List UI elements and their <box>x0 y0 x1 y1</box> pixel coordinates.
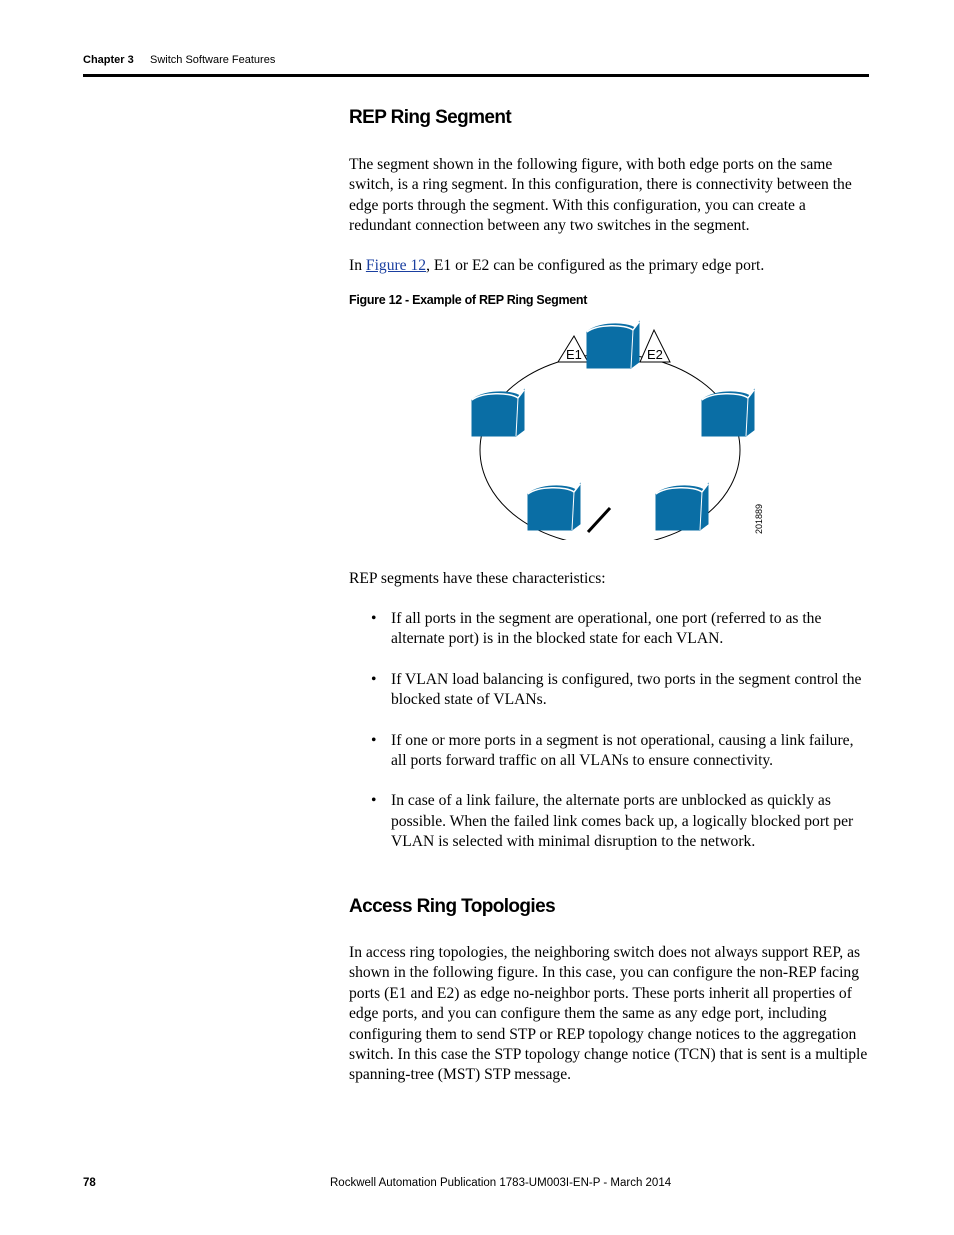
bullet-icon: • <box>371 610 377 627</box>
figure-caption: Figure 12 - Example of REP Ring Segment <box>349 293 588 307</box>
rep-ring-diagram <box>460 318 780 540</box>
list-item <box>370 670 870 711</box>
link-failure-marker <box>588 508 610 532</box>
e1-label: E1 <box>566 347 582 362</box>
characteristics-list <box>370 609 870 873</box>
bullet-icon: • <box>371 792 377 810</box>
figure-id-label: 201889 <box>754 503 764 534</box>
paragraph-prefix: In <box>349 257 366 274</box>
publication-footer: Rockwell Automation Publication 1783-UM003I-EN-P - March 2014 <box>330 1177 672 1189</box>
paragraph-ring-segment-intro: The segment shown in the following figure, with both edge ports on the same switch, is a ring segment. In this configuration, there is connectivity between the edge ports through the segment. With this configuration, you can create a redundant connection between any two switches in the segment. <box>349 156 852 235</box>
list-item <box>370 609 870 650</box>
bullet-icon: • <box>371 670 377 688</box>
bullet-text: If one or more ports in a segment is not operational, causing a link failure, all ports forward traffic on all VLANs to ensure connectivity. <box>391 731 854 770</box>
paragraph-access-ring: In access ring topologies, the neighboring switch does not always support REP, as shown in the following figure. In this case, you can configure the non-REP facing ports (E1 and E2) as edge no-neighbor ports. These ports inherit all properties of edge ports, and you can configure them the same as any edge port, including configuring them to send STP or REP topology change notices to the aggregation switch. In this case the STP topology change notice (TCN) that is sent is a multiple spanning-tree (MST) STP message. <box>349 944 868 1084</box>
bullet-text: In case of a link failure, the alternate ports are unblocked as quickly as possible. When the failed link comes back up, a logically blocked port per VLAN is selected with minimal disruption to the network. <box>391 792 854 851</box>
bullet-text: If VLAN load balancing is configured, two ports in the segment control the blocked state of VLANs. <box>391 670 862 709</box>
characteristics-intro: REP segments have these characteristics: <box>349 570 606 587</box>
top-switch-icon <box>587 322 639 368</box>
right-switch-icon <box>702 390 754 436</box>
list-item <box>370 731 870 772</box>
page-number: 78 <box>83 1177 96 1189</box>
left-switch-icon <box>472 390 524 436</box>
e2-label: E2 <box>647 347 663 362</box>
heading-access-ring-topologies: Access Ring Topologies <box>349 896 556 917</box>
header-rule <box>83 74 869 77</box>
figure-12-link[interactable]: Figure 12 <box>365 257 427 274</box>
section-label: Switch Software Features <box>150 54 276 66</box>
paragraph-figure-reference <box>349 256 869 276</box>
list-item <box>370 791 870 852</box>
paragraph-suffix: , E1 or E2 can be configured as the primary edge port. <box>426 257 765 274</box>
bullet-text: If all ports in the segment are operational, one port (referred to as the alternate port) is in the blocked state for each VLAN. <box>391 610 822 648</box>
heading-rep-ring-segment: REP Ring Segment <box>349 107 512 128</box>
bullet-icon: • <box>371 731 377 749</box>
chapter-label: Chapter 3 <box>83 54 134 66</box>
running-header <box>83 54 276 66</box>
bottom-left-switch-icon <box>528 484 580 530</box>
bottom-right-switch-icon <box>656 484 708 530</box>
